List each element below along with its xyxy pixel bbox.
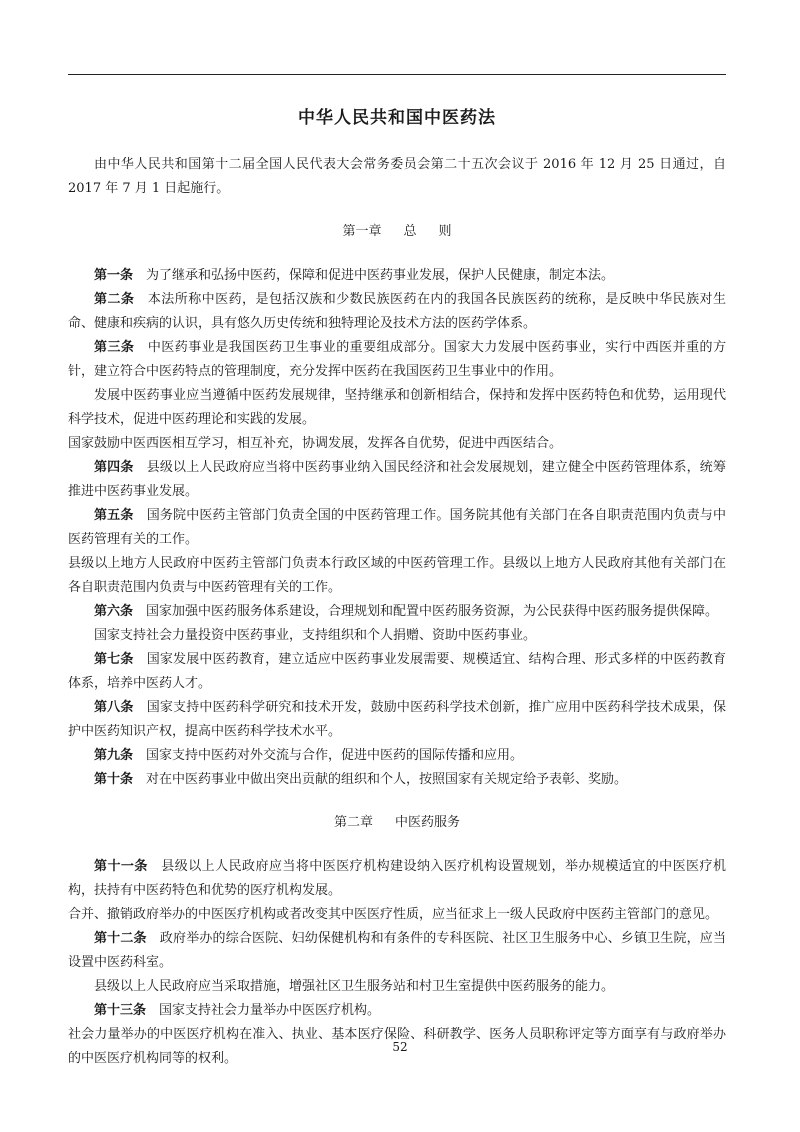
article-label: 第二条	[94, 292, 135, 307]
preamble: 由中华人民共和国第十二届全国人民代表大会常务委员会第二十五次会议于 2016 年 12 月 25 日通过，自 2017 年 7 月 1 日起施行。	[68, 157, 726, 196]
article-10	[68, 768, 726, 792]
article-text: 国家支持中医药科学研究和技术开发，鼓励中医药科学技术创新，推广应用中医药科学技术成果，保护中医药知识产权，提高中医药科学技术水平。	[68, 700, 726, 739]
article-4	[68, 456, 726, 504]
article-text: 县级以上人民政府应当将中医药事业纳入国民经济和社会发展规划，建立健全中医药管理体系，统筹推进中医药事业发展。	[68, 460, 726, 499]
article-3-para-3: 国家鼓励中医西医相互学习，相互补充，协调发展，发挥各自优势，促进中西医结合。	[68, 436, 563, 451]
article-13-para-2: 社会力量举办的中医医疗机构在准入、执业、基本医疗保险、科研教学、医务人员职称评定等方面享有与政府举办的中医医疗机构同等的权利。	[68, 1027, 726, 1066]
article-11-para-2: 合并、撤销政府举办的中医医疗机构或者改变其中医医疗性质，应当征求上一级人民政府中医药主管部门的意见。	[68, 907, 719, 922]
article-label: 第十一条	[94, 859, 148, 874]
article-text: 国家发展中医药教育，建立适应中医药事业发展需要、规模适宜、结构合理、形式多样的中医药教育体系，培养中医药人才。	[68, 652, 726, 691]
article-13	[68, 999, 726, 1023]
article-2	[68, 288, 726, 336]
chapter-heading-1	[68, 220, 726, 244]
article-text: 对在中医药事业中做出突出贡献的组织和个人，按照国家有关规定给予表彰、奖励。	[146, 772, 628, 787]
document-body	[68, 104, 726, 1071]
article-label: 第十二条	[94, 931, 147, 946]
chapter-name-2: 则	[438, 224, 452, 239]
article-text: 县级以上人民政府应当将中医医疗机构建设纳入医疗机构设置规划，举办规模适宜的中医医疗机构，扶持有中医药特色和优势的医疗机构发展。	[68, 859, 726, 898]
article-text: 国家支持中医药对外交流与合作，促进中医药的国际传播和应用。	[146, 748, 524, 763]
article-7	[68, 648, 726, 696]
article-text: 中医药事业是我国医药卫生事业的重要组成部分。国家大力发展中医药事业，实行中西医并重的方针，建立符合中医药特点的管理制度，充分发挥中医药在我国医药卫生事业中的作用。	[68, 340, 726, 379]
article-text: 为了继承和弘扬中医药，保障和促进中医药事业发展，保护人民健康，制定本法。	[146, 268, 615, 283]
article-label: 第四条	[94, 460, 134, 475]
article-8	[68, 696, 726, 744]
article-3-para-2: 发展中医药事业应当遵循中医药发展规律，坚持继承和创新相结合，保持和发挥中医药特色和优势，运用现代科学技术，促进中医药理论和实践的发展。	[68, 388, 726, 427]
article-3	[68, 336, 726, 384]
article-11	[68, 855, 726, 903]
header-rule	[68, 74, 726, 75]
article-label: 第十条	[94, 772, 134, 787]
article-text: 国家支持社会力量举办中医医疗机构。	[159, 1003, 381, 1018]
article-text: 国务院中医药主管部门负责全国的中医药管理工作。国务院其他有关部门在各自职责范围内负责与中医药管理有关的工作。	[68, 508, 726, 547]
chapter-number: 第二章	[333, 815, 373, 830]
article-label: 第七条	[94, 652, 134, 667]
article-12	[68, 927, 726, 975]
chapter-name: 中医药服务	[395, 815, 461, 830]
article-label: 第五条	[94, 508, 134, 523]
article-1	[68, 264, 726, 288]
article-6	[68, 600, 726, 624]
article-label: 第六条	[94, 604, 134, 619]
chapter-number: 第一章	[342, 224, 382, 239]
chapter-name: 总	[403, 224, 417, 239]
article-5	[68, 504, 726, 552]
article-text: 政府举办的综合医院、妇幼保健机构和有条件的专科医院、社区卫生服务中心、乡镇卫生院，应当设置中医药科室。	[68, 931, 726, 970]
document-title: 中华人民共和国中医药法	[298, 108, 496, 128]
page-number: 52	[392, 1040, 408, 1054]
article-label: 第八条	[94, 700, 134, 715]
article-label: 第九条	[94, 748, 134, 763]
chapter-heading-2	[68, 811, 726, 835]
article-label: 第一条	[94, 268, 134, 283]
article-label: 第三条	[94, 340, 135, 355]
article-9	[68, 744, 726, 768]
article-6-para-2: 国家支持社会力量投资中医药事业，支持组织和个人捐赠、资助中医药事业。	[94, 628, 537, 643]
article-text: 国家加强中医药服务体系建设，合理规划和配置中医药服务资源，为公民获得中医药服务提供保障。	[146, 604, 719, 619]
article-label: 第十三条	[94, 1003, 147, 1018]
article-text: 本法所称中医药，是包括汉族和少数民族医药在内的我国各民族医药的统称，是反映中华民族对生命、健康和疾病的认识，具有悠久历史传统和独特理论及技术方法的医药学体系。	[68, 292, 726, 331]
article-5-para-2: 县级以上地方人民政府中医药主管部门负责本行政区域的中医药管理工作。县级以上地方人民政府其他有关部门在各自职责范围内负责与中医药管理有关的工作。	[68, 556, 726, 595]
article-12-para-2: 县级以上人民政府应当采取措施，增强社区卫生服务站和村卫生室提供中医药服务的能力。	[94, 979, 615, 994]
